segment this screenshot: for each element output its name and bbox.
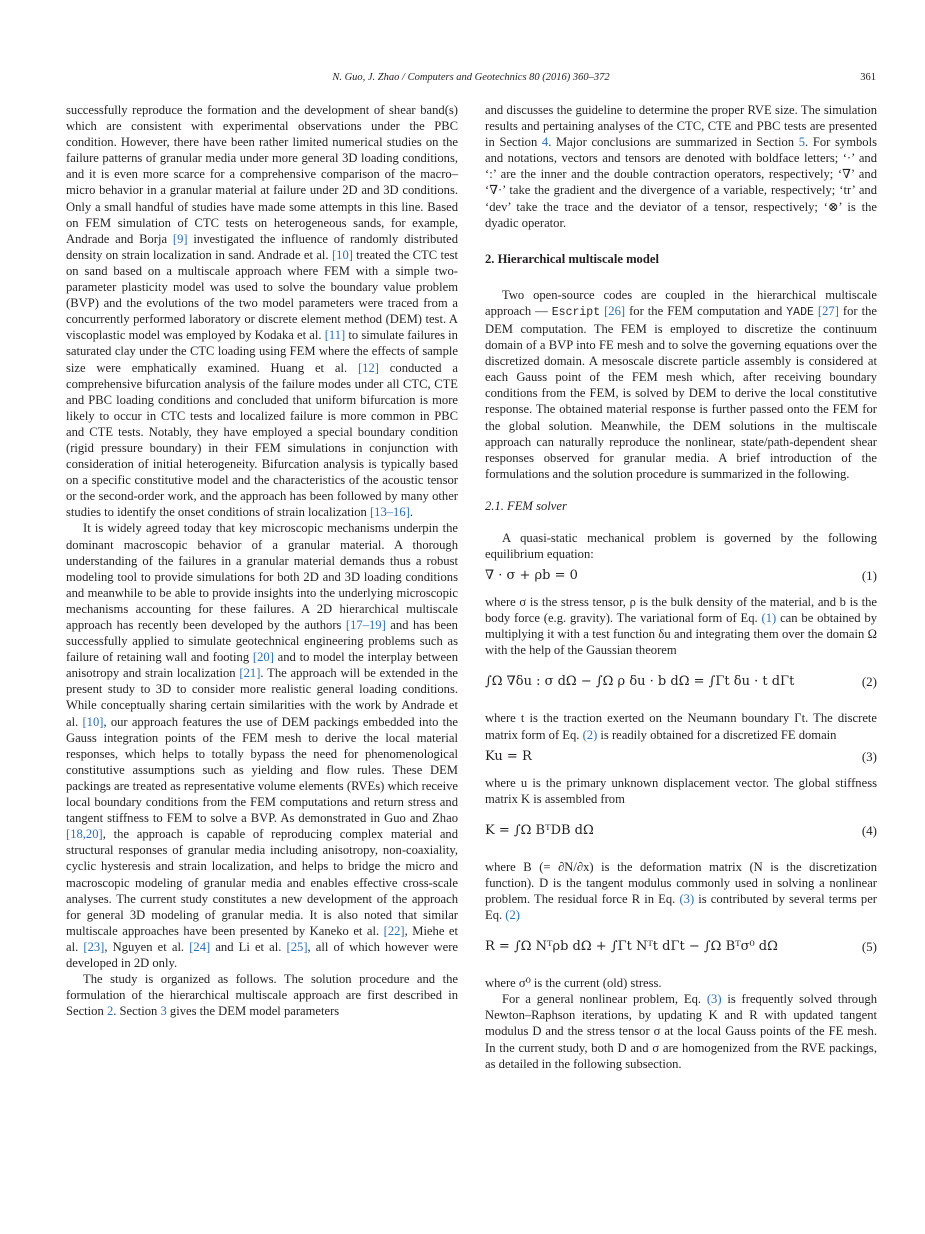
journal-citation: N. Guo, J. Zhao / Computers and Geotechnics 80 (2016) 360–372 [332,72,610,83]
citation-link[interactable]: [27] [817,303,839,318]
paragraph: Two open-source codes are coupled in the hierarchical multiscale approach — Escript [26] for the FEM computation and YADE [27] for the DEM computation. The FEM is employed to discretize the continuum domain of a BVP into FE mesh and to solve the governing equations over the discretized domain. A mesoscale discrete particle assembly is considered at each Gauss point of the FEM mesh which, after receiving boundary conditions from the FEM, is solved by DEM to derive the local constitutive response. The obtained material response is further passed onto the FEM for the global solution. Meanwhile, the DEM solutions in the multiscale approach can naturally reproduce the nonlinear, state/path-dependent shear responses observed for granular media. A brief introduction of the formulations and the solution procedure is summarized in the following. [485,287,877,481]
citation-link[interactable]: [12] [357,360,379,375]
paragraph: where σ⁰ is the current (old) stress. [485,976,662,991]
paragraph: where B (= ∂N/∂x) is the deformation matrix (N is the discretization function). D is the tangent modulus commonly used in solving a nonlinear problem. The residual force R in Eq. (3) is contributed by several terms per Eq. (2) [485,859,877,923]
code-name: Escript [551,305,601,319]
section-link[interactable]: 2 [106,1004,114,1019]
equation-number: (3) [861,748,877,764]
equation-1 [485,568,877,586]
right-column [485,102,877,1072]
equation-5 [485,933,877,963]
equation-link[interactable]: (3) [706,992,722,1007]
equation-2 [485,668,877,698]
citation-link[interactable]: [17–19] [345,618,386,632]
section-link[interactable]: 5 [798,135,806,150]
paragraph: It is widely agreed today that key microscopic mechanisms underpin the dominant macroscopic behavior of a granular material. A thorough understanding of the failures in a granular material demands thus a robust modeling tool to provide simulations for both 2D and 3D loading conditions and meanwhile to be able to provide insights into the underlying microscopic mechanisms accounting for these failures. A 2D hierarchical multiscale approach has recently been developed by the authors [17–19] and has been successfully applied to simulate geotechnical engineering problems such as failure of retaining wall and footing [20] and to model the interplay between anisotropy and strain localization [21]. The approach will be extended in the present study to 3D to consider more realistic general loading conditions. While conceptually sharing certain similarities with the work by Andrade et al. [10], our approach features the use of DEM packings embedded into the Gauss integration points of the FEM mesh to derive the local material responses, which helps to totally bypass the need for phenomenological constitutive assumptions such as yielding and flow rules. These DEM packings are treated as representative volume elements (RVEs) which receive local boundary conditions from the FEM computations and return stress and tangent stiffness to FEM to solve a BVP. As demonstrated in Guo and Zhao [18,20], the approach is capable of reproducing complex material and structural responses of granular media including anisotropy, non-coaxiality, cyclic hysteresis and strain localization, and helps to bridge the micro and macroscopic modeling of granular media and enables effective cross-scale analyses. The current study constitutes a new development of the approach for general 3D modeling of granular media. It is also noted that similar multiscale approaches have been presented by Kaneko et al. [22], Miehe et al. [23], Nguyen et al. [24] and Li et al. [25], all of which however were developed in 2D only. [66,521,459,970]
citation-link[interactable]: [10] [82,714,104,729]
citation-link[interactable]: [20] [252,650,274,665]
page-number: 361 [860,72,876,83]
equation-link[interactable]: (3) [679,892,695,906]
equation-expression: K = ∫Ω BᵀDB dΩ [485,822,594,838]
citation-link[interactable]: [22] [383,923,405,938]
paragraph: The study is organized as follows. The solution procedure and the formulation of the hierarchical multiscale approach are first described in Section 2. Section 3 gives the DEM model parameters [66,972,458,1019]
equation-link[interactable]: (1) [761,611,777,626]
citation-link[interactable]: [11] [324,328,346,343]
paragraph: where u is the primary unknown displacement vector. The global stiffness matrix K is assembled from [485,775,877,806]
citation-link[interactable]: [9] [172,231,188,246]
paragraph: successfully reproduce the formation and the development of shear band(s) which are consistent with experimental observations under the PBC condition. However, there have been rather limited numerical studies on the failure patterns of granular media under more general 3D loading conditions, and it is even more scarce for a comprehensive comparison of the macro–micro behavior in a granular material at failure under 2D and 3D conditions. Only a small handful of studies have made some attempts in this line. Based on FEM simulation of CTC tests on heterogeneous sands, for example, Andrade and Borja [9] investigated the influence of randomly distributed density on strain localization in sand. Andrade et al. [10] treated the CTC test on sand based on a multiscale approach where FEM with a simple two-parameter plasticity model was used to solve the boundary value problem (BVP) and the evolutions of the two model parameters were traced from a concurrently performed laboratory or discrete element method (DEM) test. A viscoplastic model was employed by Kodaka et al. [11] to simulate failures in saturated clay under the CTC loading using FEM where the effects of sample size were emphatically examined. Huang et al. [12] conducted a comprehensive bifurcation analysis of the failure modes under all CTC, CTE and PBC loading conditions and concluded that uniform bifurcation is more likely to occur in CTC tests and localized failure is more common in PBC and CTE tests. Notably, they have employed a special boundary condition (rigid pressure boundary) in their FEM simulations in conjunction with consideration of initial heterogeneity. Bifurcation analysis is typically based on a specific constitutive model and the characteristics of the acoustic tensor or the second-order work, and the approach has been followed by many other studies to identify the onset conditions of strain localization [13–16]. [66,103,459,520]
section-link[interactable]: 4 [541,135,549,150]
left-column [66,102,458,1019]
citation-link[interactable]: [10] [331,247,353,262]
paragraph: For a general nonlinear problem, Eq. (3) is frequently solved through Newton–Raphson iterations, by updating K and R with updated tangent modulus D and the stress tensor σ at the local Gauss points of the FE mesh. In the current study, both D and σ are homogenized from the RVE packings, as detailed in the following subsection. [485,992,877,1071]
equation-number: (1) [861,568,877,584]
equation-number: (5) [861,939,877,955]
section-link[interactable]: 3 [160,1004,167,1019]
citation-link[interactable]: [25] [286,939,308,954]
subsection-heading: 2.1. FEM solver [485,498,567,513]
citation-link[interactable]: [21] [239,666,261,681]
equation-expression: R = ∫Ω Nᵀρb dΩ + ∫Γt Nᵀt dΓt − ∫Ω Bᵀσ⁰ dΩ [485,939,778,955]
paragraph: where σ is the stress tensor, ρ is the bulk density of the material, and b is the body force (e.g. gravity). The variational form of Eq. (1) can be obtained by multiplying it with a test function δu and integrating them over the domain Ω with the help of the Gaussian theorem [485,595,877,658]
paragraph: where t is the traction exerted on the Neumann boundary Γt. The discrete matrix form of Eq. (2) is readily obtained for a discretized FE domain [485,711,877,742]
citation-link[interactable]: [23] [83,939,105,954]
citation-link[interactable]: [24] [189,939,211,954]
citation-link[interactable]: [13–16] [369,505,410,520]
citation-link[interactable]: [18,20] [66,827,103,842]
equation-4 [485,817,877,847]
equation-link[interactable]: (2) [505,908,520,923]
equation-expression: Ku = R [485,748,532,764]
section-heading: 2. Hierarchical multiscale model [485,251,659,266]
code-name: YADE [786,305,814,319]
citation-link[interactable]: [26] [604,303,626,318]
paragraph: A quasi-static mechanical problem is governed by the following equilibrium equation: [485,530,877,561]
equation-expression: ∫Ω ∇δu : σ dΩ − ∫Ω ρ δu · b dΩ = ∫Γt δu · t dΓt [485,674,795,690]
equation-expression: ∇ · σ + ρb = 0 [485,568,578,584]
running-header [66,72,876,88]
equation-number: (4) [861,822,877,838]
paragraph: and discusses the guideline to determine the proper RVE size. The simulation results and pertaining analyses of the CTC, CTE and PBC tests are presented in Section 4. Major conclusions are summarized in Section 5. For symbols and notations, vectors and tensors are denoted with boldface letters; ‘·’ and ‘:’ are the inner and the double contraction operators, respectively; ‘∇’ and ‘∇·’ take the gradient and the divergence of a variable, respectively; ‘tr’ and ‘dev’ take the trace and the deviator of a tensor, respectively; ‘⊗’ is the dyadic operator. [485,103,877,230]
equation-number: (2) [861,674,877,690]
equation-3 [485,749,877,767]
equation-link[interactable]: (2) [582,727,598,742]
